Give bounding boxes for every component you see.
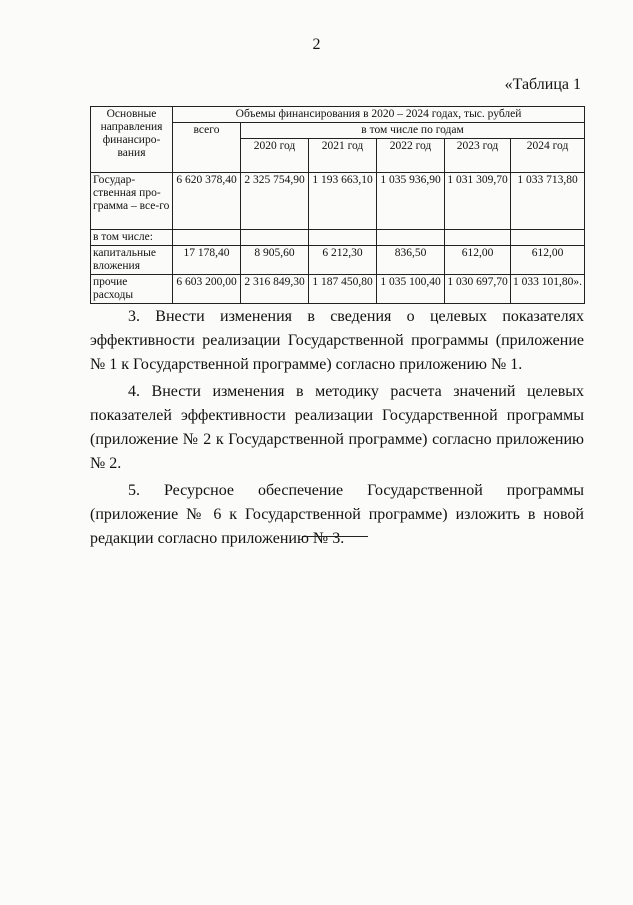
table-cell: 6 603 200,00 [173,275,241,304]
table-cell: 1 031 309,70 [445,173,511,230]
table-cell: 6 620 378,40 [173,173,241,230]
end-rule [302,536,368,537]
col-header-year: 2021 год [309,139,377,173]
paragraph: 3. Внести изменения в сведения о целевых показателях эффективности реализации Государственной программы (приложение № 1 к Государственной программе) согласно приложению № 1. [90,308,584,373]
table-row [91,246,585,275]
table-cell: 1 193 663,10 [309,173,377,230]
table-cell: 1 187 450,80 [309,275,377,304]
col-header-directions: Основные направления финансиро-вания [91,107,173,173]
paragraph: 4. Внести изменения в методику расчета значений целевых показателей эффективности реализации Государственной программы (приложение № 2 к Государственной программе) согласно приложению № 2. [90,383,584,472]
table-cell: 2 325 754,90 [241,173,309,230]
table-cell: 1 033 713,80 [511,173,585,230]
table-cell: 6 212,30 [309,246,377,275]
table-row [91,275,585,304]
col-header-year: 2024 год [511,139,585,173]
col-header-total: всего [173,123,241,173]
table-cell: 2 316 849,30 [241,275,309,304]
table-row [91,230,585,246]
table-cell: 1 035 936,90 [377,173,445,230]
table-cell: 612,00 [445,246,511,275]
table-cell: 17 178,40 [173,246,241,275]
page-number: 2 [312,36,321,53]
col-header-year: 2020 год [241,139,309,173]
financing-table [90,106,585,304]
table-cell: 836,50 [377,246,445,275]
row-label: в том числе: [91,230,173,246]
table-cell: 1 035 100,40 [377,275,445,304]
col-header-group: Объемы финансирования в 2020 – 2024 годах, тыс. рублей [173,107,585,123]
col-header-year: 2023 год [445,139,511,173]
row-label: прочие расходы [91,275,173,304]
table-cell: 8 905,60 [241,246,309,275]
body-text [90,305,584,554]
table-cell: 1 030 697,70 [445,275,511,304]
row-label: капитальные вложения [91,246,173,275]
table-cell: 1 033 101,80». [511,275,585,304]
paragraph: 5. Ресурсное обеспечение Государственной программы (приложение № 6 к Государственной программе) изложить в новой редакции согласно приложению № 3. [90,482,584,547]
table-cell: 612,00 [511,246,585,275]
col-header-by-years: в том числе по годам [241,123,585,139]
table-caption: «Таблица 1 [504,76,581,93]
row-label: Государ-ственная про-грамма – все-го [91,173,173,230]
col-header-year: 2022 год [377,139,445,173]
table-row [91,173,585,230]
